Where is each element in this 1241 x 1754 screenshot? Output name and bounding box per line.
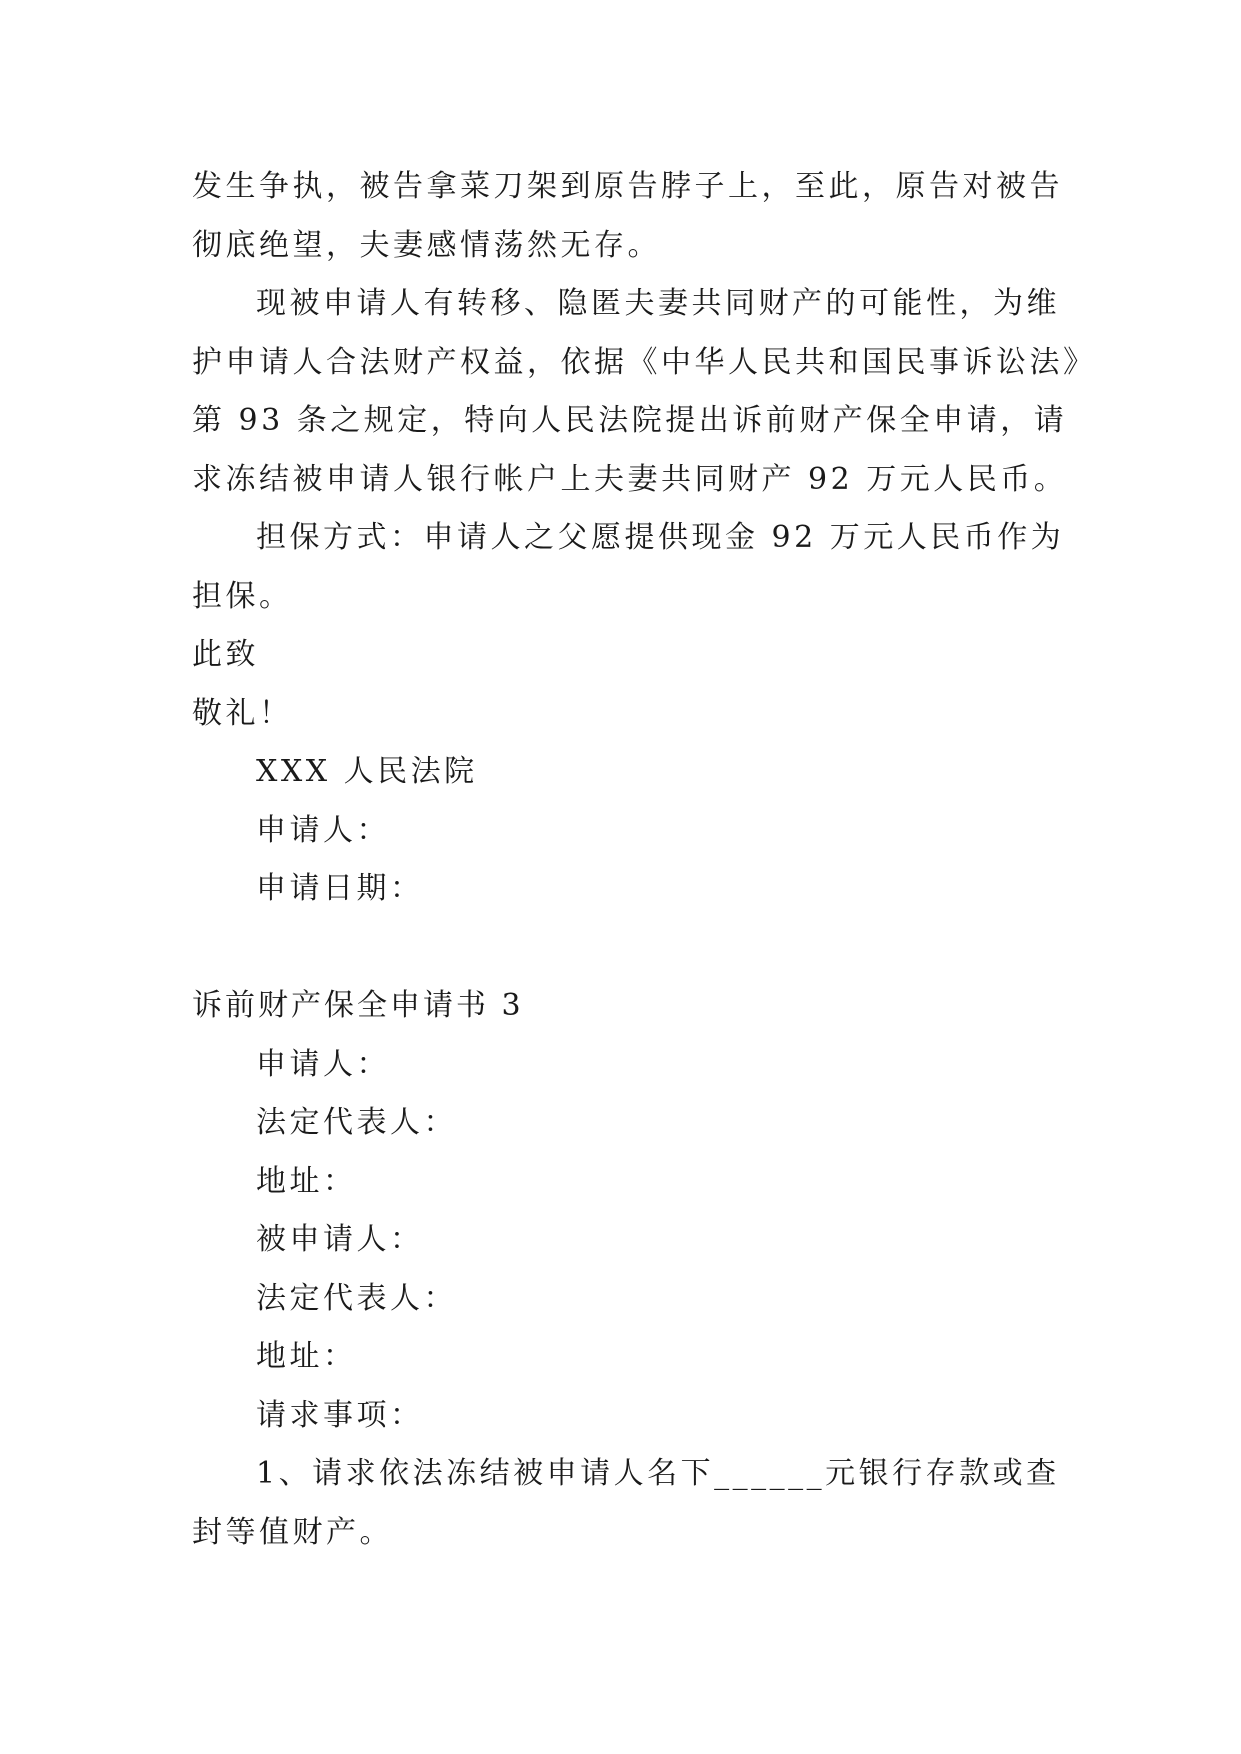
field-respondent: 被申请人： <box>256 1222 424 1257</box>
application-date: 申请日期： <box>256 871 424 906</box>
field-address: 地址： <box>256 1163 357 1199</box>
field-respondent-address: 地址： <box>256 1339 357 1374</box>
field-respondent-representative: 法定代表人： <box>256 1280 457 1316</box>
field-applicant: 申请人： <box>256 1046 390 1082</box>
document-body <box>192 158 1097 1562</box>
text-line: 护申请人合法财产权益，依据《中华人民共和国民事诉讼法》 <box>192 344 1097 380</box>
salutation-line: 敬礼！ <box>192 695 293 731</box>
text-line: 彻底绝望，夫妻感情荡然无存。 <box>192 227 661 263</box>
section-title: 诉前财产保全申请书 3 <box>192 988 524 1023</box>
section-spacer <box>192 919 1050 978</box>
text-line: 现被申请人有转移、隐匿夫妻共同财产的可能性，为维 <box>256 286 1060 321</box>
paragraph-guarantee <box>192 509 1065 626</box>
text-line: 求冻结被申请人银行帐户上夫妻共同财产 92 万元人民币。 <box>192 461 1068 497</box>
salutation-line: 此致 <box>192 637 259 672</box>
applicant-signature: 申请人： <box>256 812 390 848</box>
paragraph-request <box>192 275 1097 509</box>
paragraph-dispute <box>192 158 1063 275</box>
text-line: 发生争执，被告拿菜刀架到原告脖子上，至此，原告对被告 <box>192 169 1063 204</box>
field-legal-representative: 法定代表人： <box>256 1105 457 1140</box>
text-line: 担保方式：申请人之父愿提供现金 92 万元人民币作为 <box>256 520 1065 555</box>
text-line: 担保。 <box>192 578 293 614</box>
request-item-1: 1、请求依法冻结被申请人名下______元银行存款或查 <box>256 1456 1060 1491</box>
section-3 <box>192 977 1060 1562</box>
request-item-1-continued: 封等值财产。 <box>192 1514 393 1550</box>
closing-block <box>192 626 1050 919</box>
field-requests: 请求事项： <box>256 1397 424 1433</box>
court-name: XXX 人民法院 <box>256 754 478 789</box>
text-line: 第 93 条之规定，特向人民法院提出诉前财产保全申请，请 <box>192 403 1068 438</box>
